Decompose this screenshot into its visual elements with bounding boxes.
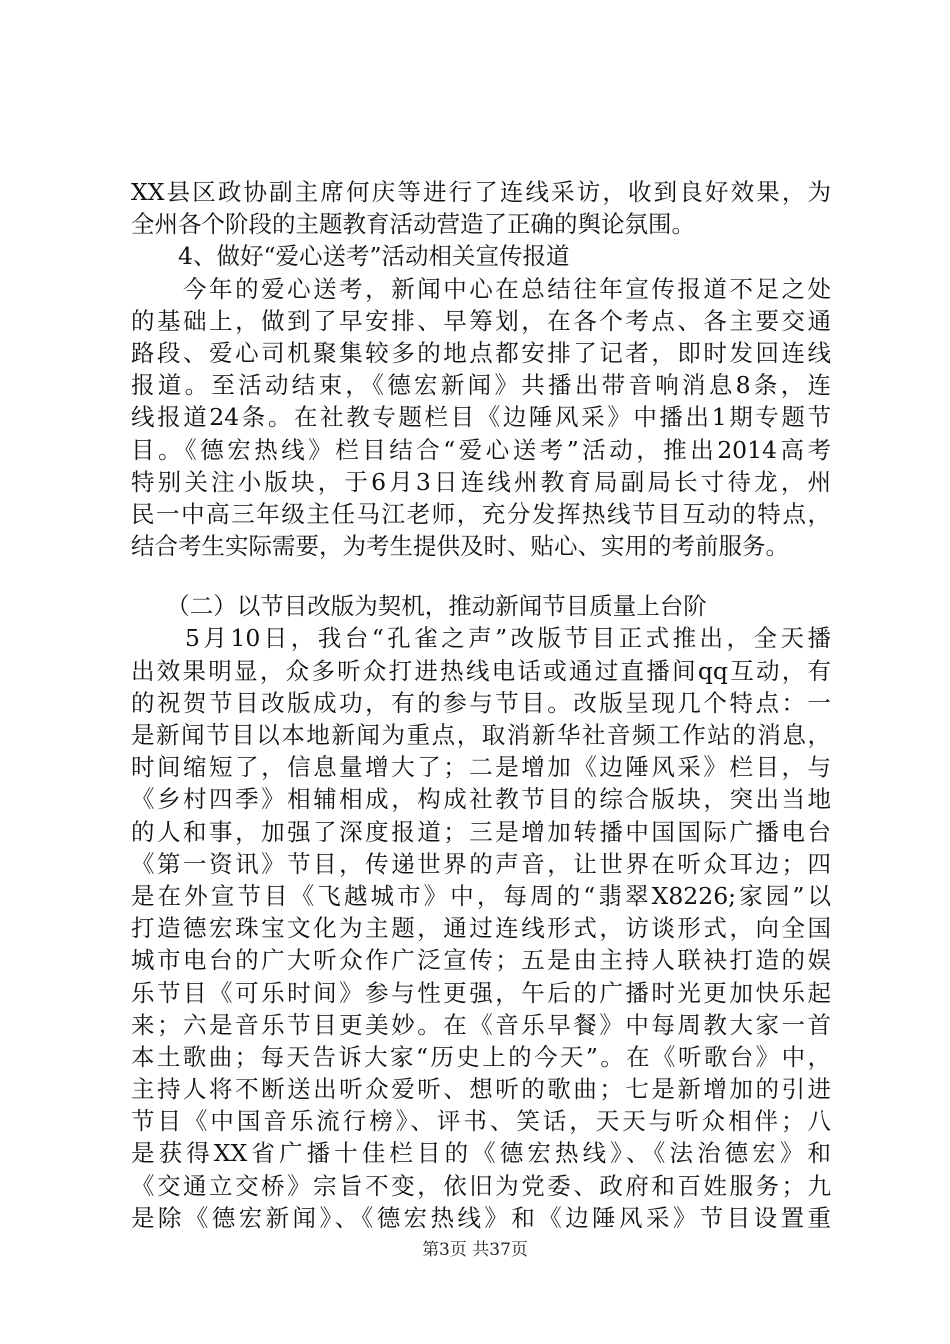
text-line: XX县区政协副主席何庆等进行了连线采访，收到良好效果，为: [131, 178, 831, 206]
paragraph-gap: [131, 562, 831, 590]
text-line: 城市电台的广大听众作广泛宣传；五是由主持人联袂打造的娱: [131, 946, 831, 975]
text-line: 来；六是音乐节目更美妙。在《音乐早餐》中每周教大家一首: [131, 1010, 831, 1039]
text-line: 路段、爱心司机聚集较多的地点都安排了记者，即时发回连线: [131, 338, 831, 367]
text-line: 目。《德宏热线》栏目结合“爱心送考”活动，推出2014高考: [131, 435, 831, 464]
text-line: 是除《德宏新闻》、《德宏热线》和《边陲风采》节目设置重: [131, 1203, 831, 1232]
text-line: 是新闻节目以本地新闻为重点，取消新华社音频工作站的消息，: [131, 721, 831, 749]
text-line: 《乡村四季》相辅相成，构成社教节目的综合版块，突出当地: [131, 785, 831, 814]
text-line: 报道。至活动结束，《德宏新闻》共播出带音响消息8条，连: [131, 371, 831, 400]
text-line: 5月10日，我台“孔雀之声”改版节目正式推出，全天播: [131, 624, 831, 653]
text-line: 全州各个阶段的主题教育活动营造了正确的舆论氛围。: [131, 210, 695, 239]
text-line: 节目《中国音乐流行榜》、评书、笑话，天天与听众相伴；八: [131, 1107, 831, 1136]
text-line: 《交通立交桥》宗旨不变，依旧为党委、政府和百姓服务；九: [131, 1171, 831, 1200]
text-line: 打造德宏珠宝文化为主题，通过连线形式，访谈形式，向全国: [131, 914, 831, 943]
text-line: 民一中高三年级主任马江老师，充分发挥热线节目互动的特点，: [131, 499, 831, 528]
text-line: 的基础上，做到了早安排、早筹划，在各个考点、各主要交通: [131, 306, 831, 335]
text-line: 时间缩短了，信息量增大了；二是增加《边陲风采》栏目，与: [131, 753, 831, 782]
text-line: 线报道24条。在社教专题栏目《边陲风采》中播出1期专题节: [131, 403, 831, 432]
text-line: （二）以节目改版为契机，推动新闻节目质量上台阶: [131, 592, 707, 621]
text-line: 本土歌曲；每天告诉大家“历史上的今天”。在《听歌台》中，: [131, 1042, 831, 1071]
text-line: 的人和事，加强了深度报道；三是增加转播中国国际广播电台: [131, 817, 831, 846]
text-line: 的祝贺节目改版成功，有的参与节目。改版呈现几个特点：一: [131, 688, 831, 717]
text-line: 结合考生实际需要，为考生提供及时、贴心、实用的考前服务。: [131, 532, 789, 561]
text-line: 今年的爱心送考，新闻中心在总结往年宣传报道不足之处: [131, 274, 831, 303]
text-line: 《第一资讯》节目，传递世界的声音，让世界在听众耳边；四: [131, 849, 831, 878]
text-line: 4、做好“爱心送考”活动相关宣传报道: [131, 242, 570, 271]
text-line: 是在外宣节目《飞越城市》中，每周的“翡翠X8226;家园”以: [131, 881, 831, 910]
document-body: [131, 176, 831, 1234]
text-line: 乐节目《可乐时间》参与性更强，午后的广播时光更加快乐起: [131, 978, 831, 1007]
text-line: 主持人将不断送出听众爱听、想听的歌曲；七是新增加的引进: [131, 1075, 831, 1104]
text-line: 是获得XX省广播十佳栏目的《德宏热线》、《法治德宏》和: [131, 1139, 831, 1168]
page-footer: 第3页 共37页: [422, 1240, 528, 1260]
text-line: 特别关注小版块，于6月3日连线州教育局副局长寸待龙，州: [131, 467, 831, 496]
text-line: 出效果明显，众多听众打进热线电话或通过直播间qq互动，有: [131, 656, 831, 685]
